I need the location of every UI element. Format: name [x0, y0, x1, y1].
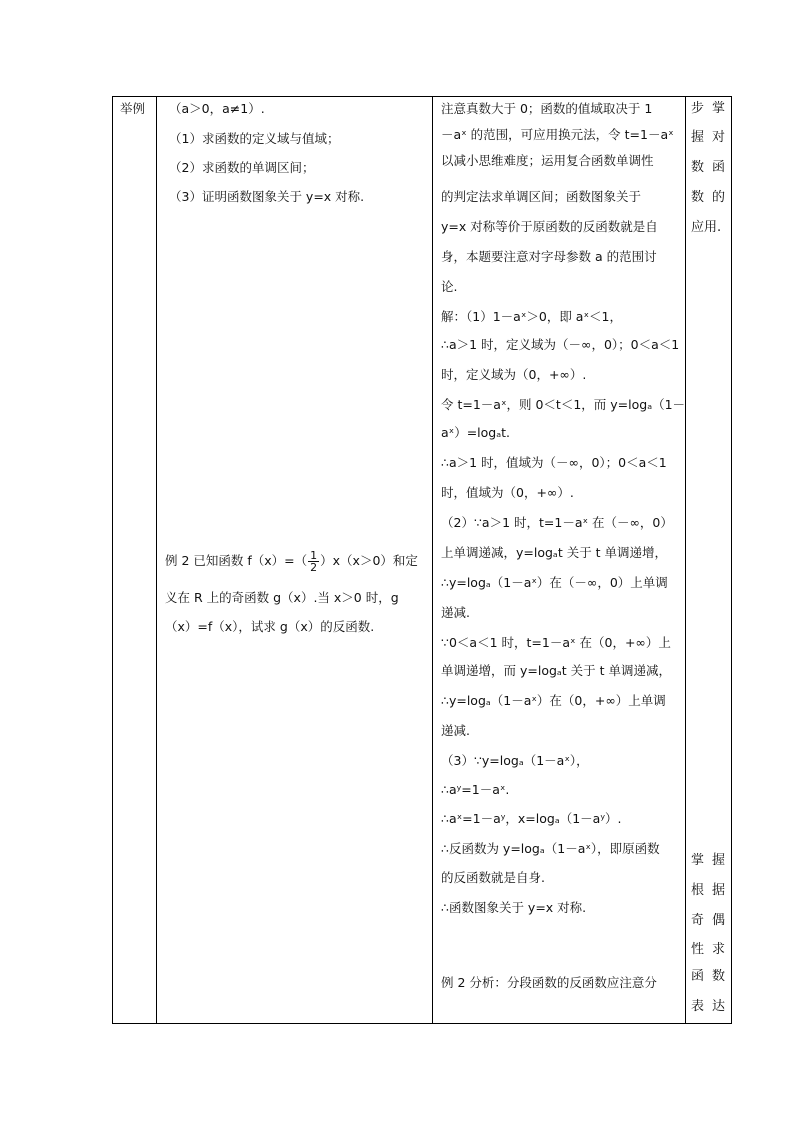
- objective-char: 奇: [691, 913, 705, 928]
- analysis-line: ∴反函数为 y=logₐ（1－aˣ），即原函数: [441, 841, 660, 856]
- objective-char: 函: [712, 160, 726, 175]
- analysis-line: 上单调递减，y=logₐt 关于 t 单调递增，: [441, 545, 668, 560]
- analysis-line: 递减.: [441, 605, 470, 620]
- example2-line2: 义在 R 上的奇函数 g（x）.当 x＞0 时，g: [165, 590, 399, 605]
- example1-question1: （1）求函数的定义域与值域；: [169, 131, 340, 146]
- objective-char: 数: [691, 160, 705, 175]
- analysis-line: 时，值域为（0，+∞）.: [441, 485, 574, 500]
- objective-char: 应用.: [691, 220, 722, 235]
- objective-char: 表: [691, 999, 705, 1014]
- example-cell: [157, 97, 432, 1023]
- category-label: 举例: [120, 101, 146, 116]
- analysis-line: 论.: [441, 279, 458, 294]
- analysis-line: 时，定义域为（0，+∞）.: [441, 367, 587, 382]
- analysis-line: ∴y=logₐ（1－aˣ）在（－∞，0）上单调: [441, 575, 668, 590]
- objective-char: 掌: [691, 853, 705, 868]
- analysis-line: 例 2 分析：分段函数的反函数应注意分: [441, 975, 657, 990]
- analysis-cell: [433, 97, 685, 1023]
- analysis-line: 以减小思维难度；运用复合函数单调性: [441, 153, 654, 168]
- analysis-line: 注意真数大于 0；函数的值域取决于 1: [441, 101, 653, 116]
- analysis-line: 单调递增，而 y=logₐt 关于 t 单调递减，: [441, 663, 672, 678]
- example1-question3: （3）证明函数图象关于 y=x 对称.: [169, 189, 365, 204]
- objective-char: 偶: [712, 913, 726, 928]
- analysis-line: －aˣ 的范围，可应用换元法，令 t=1－aˣ: [441, 127, 674, 142]
- analysis-line: 解：（1）1－aˣ＞0，即 aˣ＜1，: [441, 309, 622, 324]
- analysis-line: （3）∵y=logₐ（1－aˣ），: [441, 753, 589, 768]
- analysis-line: ∴a＞1 时，值域为（－∞，0）；0＜a＜1: [441, 455, 667, 470]
- fraction-half: $\frac{1}{2}$: [310, 549, 318, 574]
- objective-char: 求: [712, 942, 726, 957]
- objective-char: 握: [712, 853, 726, 868]
- analysis-line: （2）∵a＞1 时，t=1－aˣ 在（－∞，0）: [441, 515, 673, 530]
- analysis-line: y=x 对称等价于原函数的反函数就是自: [441, 219, 658, 234]
- objective-char: 步: [691, 101, 705, 116]
- objective-char: 的: [712, 190, 726, 205]
- analysis-line: ∵0＜a＜1 时，t=1－aˣ 在（0，+∞）上: [441, 635, 671, 650]
- analysis-line: ∴aˣ=1－aʸ，x=logₐ（1－aʸ）.: [441, 811, 622, 826]
- analysis-line: 令 t=1－aˣ，则 0＜t＜1，而 y=logₐ（1－: [441, 397, 686, 412]
- objective-char: 掌: [712, 101, 726, 116]
- analysis-line: ∴aʸ=1－aˣ.: [441, 782, 510, 797]
- analysis-line: ∴y=logₐ（1－aˣ）在（0，+∞）上单调: [441, 693, 666, 708]
- objective-char: 根: [691, 883, 705, 898]
- objective-char: 握: [691, 130, 705, 145]
- objective-char: 据: [712, 883, 726, 898]
- analysis-line: ∴函数图象关于 y=x 对称.: [441, 900, 587, 915]
- objective-char: 函: [691, 969, 705, 984]
- objective-char: 数: [712, 969, 726, 984]
- objective-char: 达: [712, 999, 726, 1014]
- objective-char: 性: [691, 942, 705, 957]
- objective-char: 数: [691, 190, 705, 205]
- analysis-line: 递减.: [441, 723, 470, 738]
- objective-cell: [686, 97, 731, 1023]
- analysis-line: ∴a＞1 时，定义域为（－∞，0）；0＜a＜1: [441, 337, 680, 352]
- example2-line1: 例 2 已知函数 f（x）=（ $\frac{1}{2}$ ）x（x＞0）和定: [165, 549, 418, 574]
- lesson-table: [112, 96, 732, 1024]
- analysis-line: 身，本题要注意对字母参数 a 的范围讨: [441, 249, 657, 264]
- analysis-line: 的反函数就是自身.: [441, 870, 545, 885]
- analysis-line: aˣ）=logₐt.: [441, 425, 511, 440]
- example1-condition: （a＞0，a≠1）.: [169, 101, 265, 116]
- category-cell: [113, 97, 156, 1023]
- example1-question2: （2）求函数的单调区间；: [169, 160, 315, 175]
- analysis-line: 的判定法求单调区间；函数图象关于: [441, 189, 642, 204]
- objective-char: 对: [712, 130, 726, 145]
- example2-line3: （x）=f（x），试求 g（x）的反函数.: [165, 619, 375, 634]
